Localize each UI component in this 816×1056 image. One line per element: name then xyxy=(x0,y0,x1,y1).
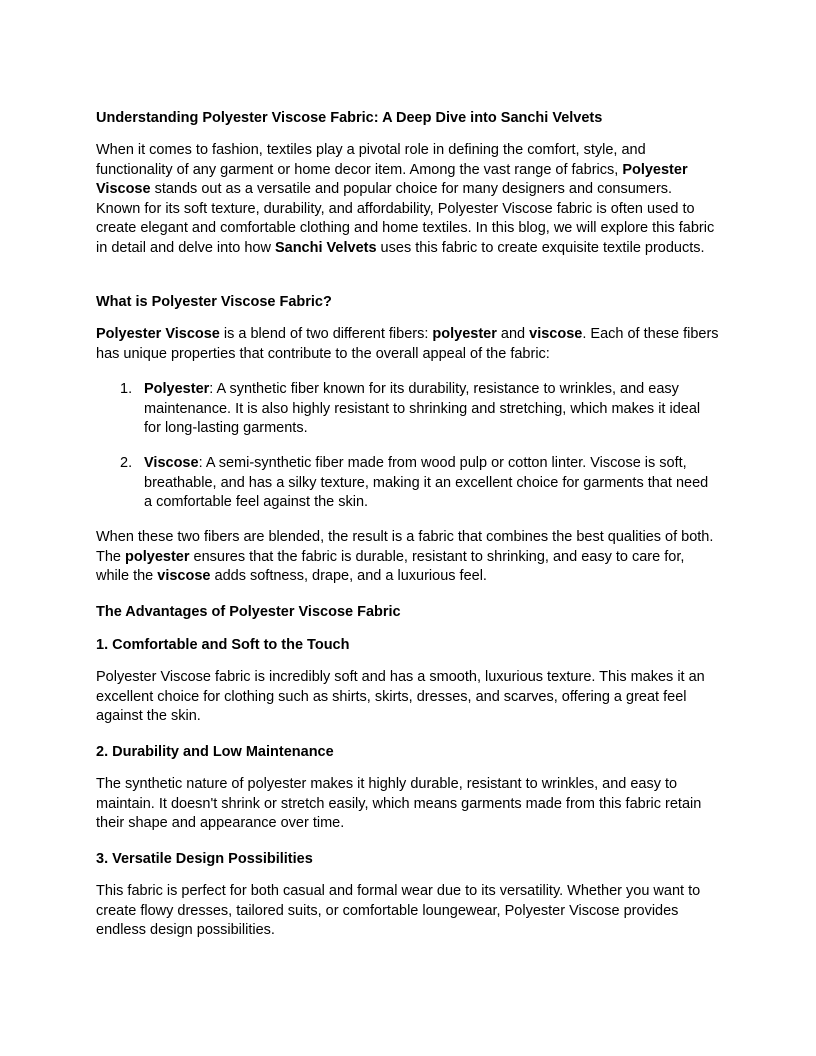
fiber-list-2 xyxy=(96,454,720,513)
what-text-2: and xyxy=(496,326,530,342)
blend-text-2: ensures that the fabric is durable, resistant to shrinking, and easy to care for, while the xyxy=(96,548,685,584)
intro-paragraph xyxy=(96,141,720,258)
list-item-text: : A synthetic fiber known for its durability, resistance to wrinkles, and easy maintenance. It is also highly resistant to shrinking and stretching, which makes it ideal for long-lasting garments. xyxy=(144,381,701,436)
list-number: 2. xyxy=(120,455,133,471)
list-item xyxy=(96,380,720,439)
list-item-name: Viscose xyxy=(144,455,199,471)
what-bold-1: Polyester Viscose xyxy=(96,326,220,342)
section-heading-versatile: 3. Versatile Design Possibilities xyxy=(96,851,313,867)
fiber-list xyxy=(96,380,720,439)
intro-text-3: uses this fabric to create exquisite textile products. xyxy=(376,239,705,256)
intro-text-1: When it comes to fashion, textiles play a pivotal role in defining the comfort, style, and functionality of any garment or home decor item. Among the vast range of fabrics, xyxy=(96,142,646,178)
list-number: 1. xyxy=(120,381,133,397)
blend-text-1: When these two fibers are blended, the result is a fabric that combines the best qualities of both. The xyxy=(96,529,714,565)
what-text-3: . Each of these fibers has unique properties that contribute to the overall appeal of the fabric: xyxy=(96,326,719,362)
advantages-heading: The Advantages of Polyester Viscose Fabric xyxy=(96,604,401,620)
blend-paragraph xyxy=(96,528,720,587)
intro-text-2: stands out as a versatile and popular choice for many designers and consumers. Known for its soft texture, durability, and affordability, Polyester Viscose fabric is often used to create elegant and comfortable clothing and home textiles. In this blog, we will explore this fabric in detail and delve into how xyxy=(96,181,715,256)
what-bold-polyester: polyester xyxy=(432,326,497,342)
list-item-text: : A semi-synthetic fiber made from wood pulp or cotton linter. Viscose is soft, breathable, and has a silky texture, making it an excellent choice for garments that need a comfortable feel against the skin. xyxy=(144,455,709,510)
section-text-comfort: Polyester Viscose fabric is incredibly soft and has a smooth, luxurious texture. This makes it an excellent choice for clothing such as shirts, skirts, dresses, and scarves, offering a great feel against the skin. xyxy=(96,669,705,724)
blend-text-3: adds softness, drape, and a luxurious feel. xyxy=(210,568,487,584)
section-heading-durability: 2. Durability and Low Maintenance xyxy=(96,744,334,760)
section-text-durability: The synthetic nature of polyester makes it highly durable, resistant to wrinkles, and easy to maintain. It doesn't shrink or stretch easily, which means garments made from this fabric retain their shape and appearance over time. xyxy=(96,776,702,831)
blend-bold-viscose: viscose xyxy=(157,568,211,584)
list-item-name: Polyester xyxy=(144,381,210,397)
blend-bold-polyester: polyester xyxy=(125,548,190,565)
section-heading-comfort: 1. Comfortable and Soft to the Touch xyxy=(96,637,350,653)
list-item xyxy=(96,454,720,513)
what-bold-viscose: viscose xyxy=(529,326,583,342)
intro-bold-sanchi-velvets: Sanchi Velvets xyxy=(274,239,377,256)
what-is-heading: What is Polyester Viscose Fabric? xyxy=(96,294,332,310)
what-text-1: is a blend of two different fibers: xyxy=(219,326,433,342)
what-is-paragraph xyxy=(96,325,720,364)
intro-bold-polyester-viscose: Polyester Viscose xyxy=(96,161,688,197)
section-text-versatile: This fabric is perfect for both casual and formal wear due to its versatility. Whether you want to create flowy dresses, tailored suits, or comfortable loungewear, Polyester Viscose provides endless design possibilities. xyxy=(96,883,701,938)
document-title: Understanding Polyester Viscose Fabric: A Deep Dive into Sanchi Velvets xyxy=(96,110,603,126)
